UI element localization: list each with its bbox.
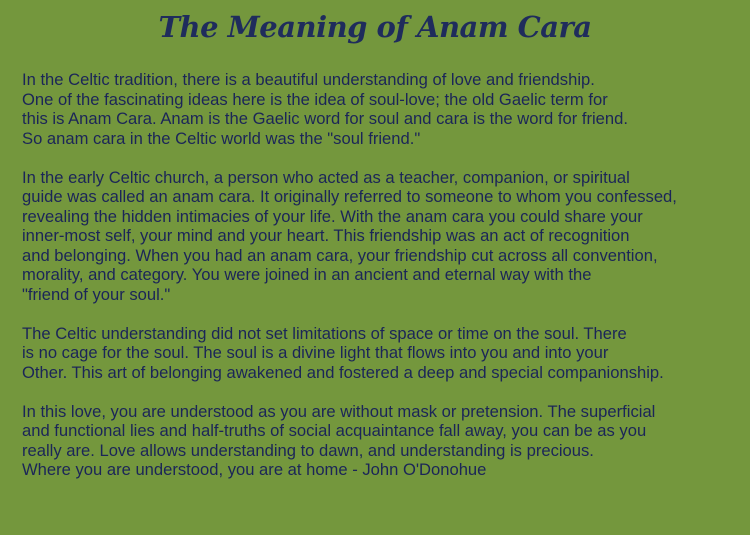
text-line: is no cage for the soul. The soul is a divine light that flows into you and into your xyxy=(22,343,609,362)
text-line: Other. This art of belonging awakened and fostered a deep and special companionship. xyxy=(22,362,664,382)
paragraph-3 xyxy=(22,324,747,383)
text-line: In this love, you are understood as you are without mask or pretension. The superficial xyxy=(22,401,656,421)
text-line: So anam cara in the Celtic world was the "soul friend." xyxy=(22,128,421,148)
text-line: Where you are understood, you are at home - John O'Donohue xyxy=(22,460,487,479)
text-line: and belonging. When you had an anam cara, your friendship cut across all convention, xyxy=(22,245,658,265)
text-line: this is Anam Cara. Anam is the Gaelic word for soul and cara is the word for friend. xyxy=(22,109,628,128)
text-line: morality, and category. You were joined in an ancient and eternal way with the xyxy=(22,265,592,284)
paragraph-2 xyxy=(22,168,747,305)
text-line: inner-most self, your mind and your heart. This friendship was an act of recognition xyxy=(22,226,630,245)
page-title: The Meaning of Anam Cara xyxy=(158,10,592,44)
text-line: "friend of your soul." xyxy=(22,284,171,304)
text-line: and functional lies and half-truths of social acquaintance fall away, you can be as you xyxy=(22,421,647,440)
text-line: revealing the hidden intimacies of your life. With the anam cara you could share your xyxy=(22,206,643,226)
text-line: In the early Celtic church, a person who acted as a teacher, companion, or spiritual xyxy=(22,167,630,187)
text-line: really are. Love allows understanding to dawn, and understanding is precious. xyxy=(22,440,594,460)
text-line: One of the fascinating ideas here is the idea of soul-love; the old Gaelic term for xyxy=(22,89,608,109)
text-line: guide was called an anam cara. It originally referred to someone to whom you confessed, xyxy=(22,187,677,206)
text-line: The Celtic understanding did not set limitations of space or time on the soul. There xyxy=(22,323,627,343)
paragraph-1 xyxy=(22,70,747,148)
text-line: In the Celtic tradition, there is a beautiful understanding of love and friendship. xyxy=(22,70,595,89)
quote-body xyxy=(22,70,747,499)
paragraph-4 xyxy=(22,402,747,480)
